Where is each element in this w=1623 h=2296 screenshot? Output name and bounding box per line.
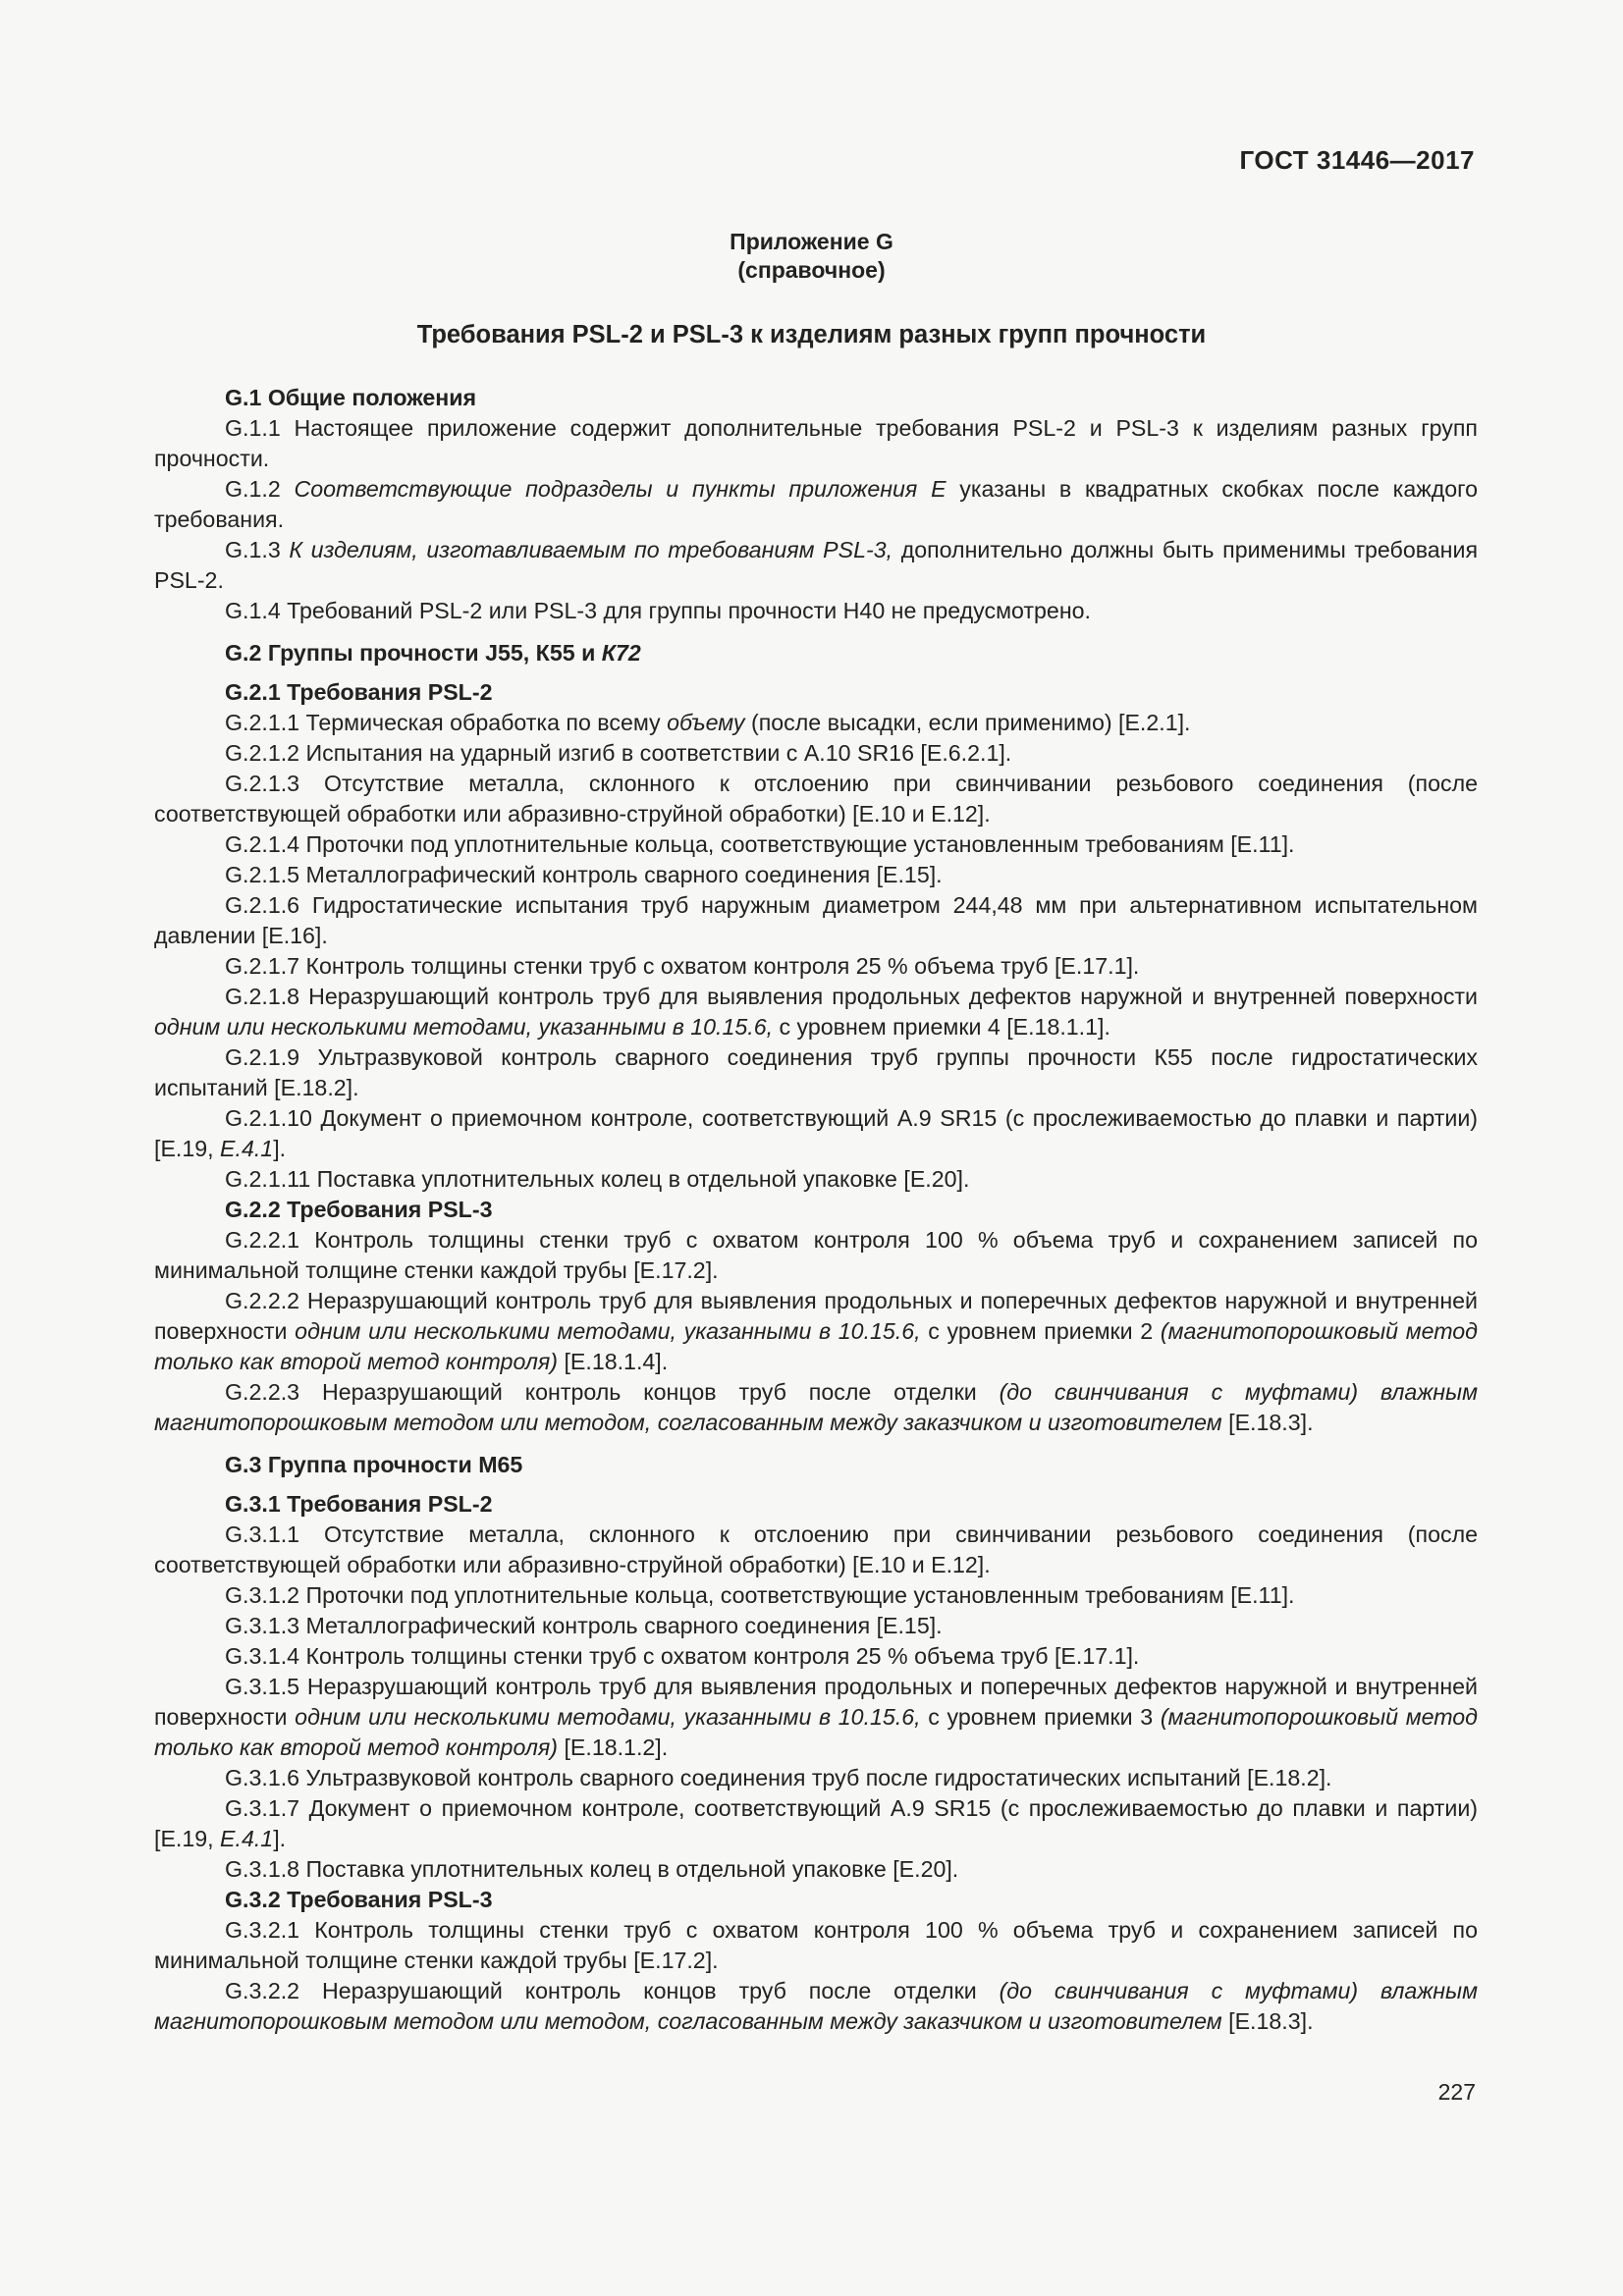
paragraph: G.1.3 К изделиям, изготавливаемым по требованиям PSL-3, дополнительно должны быть применимы требования PSL-2. <box>154 537 1478 593</box>
annex-label: Приложение G <box>730 229 893 254</box>
paragraph: G.1.1 Настоящее приложение содержит дополнительные требования PSL-2 и PSL-3 к изделиям разных групп прочности. <box>154 415 1478 471</box>
paragraph: G.3.1.2 Проточки под уплотнительные кольца, соответствующие установленным требованиям [Е.11]. <box>225 1582 1295 1608</box>
paragraph: G.2.1.1 Термическая обработка по всему объему (после высадки, если применимо) [Е.2.1]. <box>225 710 1191 735</box>
paragraph: G.2.1.7 Контроль толщины стенки труб с охватом контроля 25 % объема труб [Е.17.1]. <box>225 953 1140 979</box>
paragraph: G.2.2.3 Неразрушающий контроль концов труб после отделки (до свинчивания с муфтами) влажным магнитопорошковым методом или методом, согласованным между заказчиком и изготовителем [Е.18.3]. <box>154 1379 1478 1435</box>
document-title: Требования PSL-2 и PSL-3 к изделиям разных групп прочности <box>416 321 1207 348</box>
section-heading-g3: G.3 Группа прочности М65 <box>225 1452 523 1477</box>
page-number: 227 <box>1437 2079 1476 2105</box>
paragraph: G.3.1.7 Документ о приемочном контроле, соответствующий А.9 SR15 (с прослеживаемостью до плавки и партии) [Е.19, Е.4.1]. <box>154 1795 1478 1851</box>
paragraph: G.2.1.9 Ультразвуковой контроль сварного соединения труб группы прочности К55 после гидростатических испытаний [Е.18.2]. <box>154 1044 1478 1100</box>
paragraph: G.2.1.3 Отсутствие металла, склонного к отслоению при свинчивании резьбового соединения (после соответствующей обработки или абразивно-струйной обработки) [Е.10 и Е.12]. <box>154 771 1478 827</box>
paragraph: G.1.2 Соответствующие подразделы и пункты приложения Е указаны в квадратных скобках после каждого требования. <box>154 476 1478 532</box>
paragraph: G.2.1.5 Металлографический контроль сварного соединения [Е.15]. <box>225 862 943 887</box>
subsection-heading-g2-2: G.2.2 Требования PSL-3 <box>225 1197 493 1222</box>
paragraph: G.2.2.2 Неразрушающий контроль труб для выявления продольных и поперечных дефектов наружной и внутренней поверхности одним или несколькими методами, указанными в 10.15.6, с уровнем приемки 2 (магнитопорошковый метод только как второй метод контроля) [Е.18.1.4]. <box>154 1288 1478 1374</box>
paragraph: G.3.1.6 Ультразвуковой контроль сварного соединения труб после гидростатических испытаний [Е.18.2]. <box>225 1765 1332 1790</box>
paragraph: G.3.1.8 Поставка уплотнительных колец в отдельной упаковке [Е.20]. <box>225 1856 959 1882</box>
paragraph: G.3.1.1 Отсутствие металла, склонного к отслоению при свинчивании резьбового соединения (после соответствующей обработки или абразивно-струйной обработки) [Е.10 и Е.12]. <box>154 1522 1478 1577</box>
subsection-heading-g2-1: G.2.1 Требования PSL-2 <box>225 679 493 705</box>
paragraph: G.2.1.2 Испытания на ударный изгиб в соответствии с А.10 SR16 [Е.6.2.1]. <box>225 740 1012 766</box>
standard-number: ГОСТ 31446—2017 <box>1239 145 1475 175</box>
annex-type: (справочное) <box>737 257 886 283</box>
paragraph: G.2.1.4 Проточки под уплотнительные кольца, соответствующие установленным требованиям [Е.11]. <box>225 831 1295 857</box>
paragraph: G.3.2.2 Неразрушающий контроль концов труб после отделки (до свинчивания с муфтами) влажным магнитопорошковым методом или методом, согласованным между заказчиком и изготовителем [Е.18.3]. <box>154 1978 1478 2034</box>
document-body <box>154 383 1478 2037</box>
paragraph: G.3.1.4 Контроль толщины стенки труб с охватом контроля 25 % объема труб [Е.17.1]. <box>225 1643 1140 1669</box>
paragraph: G.1.4 Требований PSL-2 или PSL-3 для группы прочности Н40 не предусмотрено. <box>225 598 1091 623</box>
paragraph: G.2.1.10 Документ о приемочном контроле, соответствующий А.9 SR15 (с прослеживаемостью до плавки и партии) [Е.19, Е.4.1]. <box>154 1105 1478 1161</box>
paragraph: G.2.2.1 Контроль толщины стенки труб с охватом контроля 100 % объема труб и сохранением записей по минимальной толщине стенки каждой трубы [Е.17.2]. <box>154 1227 1478 1283</box>
section-heading-g1: G.1 Общие положения <box>225 385 477 410</box>
paragraph: G.2.1.11 Поставка уплотнительных колец в отдельной упаковке [Е.20]. <box>225 1166 970 1192</box>
paragraph: G.2.1.8 Неразрушающий контроль труб для выявления продольных дефектов наружной и внутренней поверхности одним или несколькими методами, указанными в 10.15.6, с уровнем приемки 4 [Е.18.1.1]. <box>154 984 1478 1040</box>
section-heading-g2: G.2 Группы прочности J55, К55 и К72 <box>225 640 641 666</box>
subsection-heading-g3-1: G.3.1 Требования PSL-2 <box>225 1491 493 1517</box>
paragraph: G.3.2.1 Контроль толщины стенки труб с охватом контроля 100 % объема труб и сохранением записей по минимальной толщине стенки каждой трубы [Е.17.2]. <box>154 1917 1478 1973</box>
paragraph: G.3.1.5 Неразрушающий контроль труб для выявления продольных и поперечных дефектов наружной и внутренней поверхности одним или несколькими методами, указанными в 10.15.6, с уровнем приемки 3 (магнитопорошковый метод только как второй метод контроля) [Е.18.1.2]. <box>154 1674 1478 1760</box>
paragraph: G.3.1.3 Металлографический контроль сварного соединения [Е.15]. <box>225 1613 943 1638</box>
paragraph: G.2.1.6 Гидростатические испытания труб наружным диаметром 244,48 мм при альтернативном испытательном давлении [Е.16]. <box>154 892 1478 948</box>
subsection-heading-g3-2: G.3.2 Требования PSL-3 <box>225 1887 493 1912</box>
